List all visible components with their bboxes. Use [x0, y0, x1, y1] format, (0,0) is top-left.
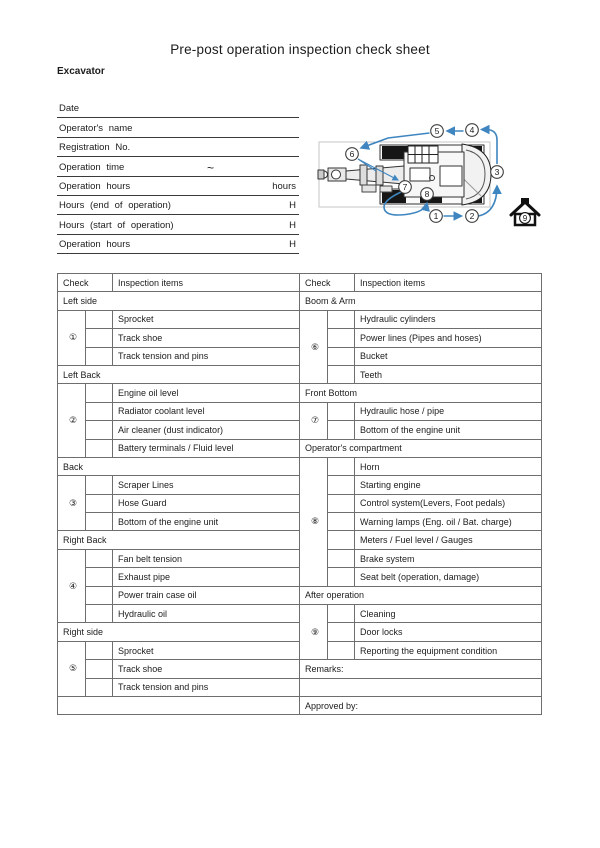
check-cell: [328, 568, 355, 586]
check-cell: [328, 402, 355, 420]
info-form: [57, 99, 299, 254]
check-cell: [328, 365, 355, 383]
inspection-item: Air cleaner (dust indicator): [113, 421, 300, 439]
inspection-item: Bucket: [355, 347, 542, 365]
callout-6-marker: [346, 148, 359, 161]
page-title: Pre-post operation inspection check sheet: [170, 42, 430, 57]
check-cell: [328, 347, 355, 365]
check-cell: [328, 605, 355, 623]
check-cell: [86, 310, 113, 328]
inspection-item: Radiator coolant level: [113, 402, 300, 420]
check-cell: [86, 605, 113, 623]
inspection-table: [57, 273, 542, 715]
section-title: After operation: [300, 586, 542, 604]
section-title: Left side: [58, 292, 300, 310]
svg-text:2: 2: [469, 211, 475, 221]
check-cell: [328, 329, 355, 347]
callout-number: ⑦: [300, 402, 328, 439]
check-cell: [328, 513, 355, 531]
approved-by-cell: Approved by:: [300, 696, 542, 714]
check-cell: [86, 347, 113, 365]
check-cell: [86, 329, 113, 347]
inspection-item: Starting engine: [355, 476, 542, 494]
callout-number: ⑤: [58, 641, 86, 696]
svg-text:5: 5: [434, 126, 440, 136]
inspection-item: Track shoe: [113, 329, 300, 347]
items-column-header: Inspection items: [355, 274, 542, 292]
section-title: Back: [58, 457, 300, 475]
form-field-label: Operator's name: [59, 122, 133, 134]
inspection-item: Reporting the equipment condition: [355, 641, 542, 659]
form-field-row: [57, 138, 299, 157]
callout-number: ③: [58, 476, 86, 531]
callout-number: ⑨: [300, 605, 328, 660]
svg-text:8: 8: [424, 189, 430, 199]
check-cell: [328, 310, 355, 328]
callout-number: ⑥: [300, 310, 328, 384]
inspection-item: Exhaust pipe: [113, 568, 300, 586]
form-field-label: Operation hours: [59, 239, 131, 251]
inspection-item: Bottom of the engine unit: [355, 421, 542, 439]
inspection-item: Control system(Levers, Foot pedals): [355, 494, 542, 512]
check-cell: [328, 476, 355, 494]
form-field-label: Operation time: [59, 161, 125, 173]
inspection-item: Bottom of the engine unit: [113, 513, 300, 531]
items-column-header: Inspection items: [113, 274, 300, 292]
check-cell: [328, 641, 355, 659]
form-field-row: [57, 215, 299, 234]
inspection-item: Seat belt (operation, damage): [355, 568, 542, 586]
check-cell: [86, 439, 113, 457]
form-field-unit: H: [289, 219, 296, 231]
check-cell: [86, 476, 113, 494]
inspection-item: Track tension and pins: [113, 678, 300, 696]
section-title: Right side: [58, 623, 300, 641]
inspection-item: Engine oil level: [113, 384, 300, 402]
svg-text:3: 3: [494, 167, 500, 177]
check-cell: [328, 531, 355, 549]
excavator-diagram: [316, 108, 551, 233]
check-cell: [328, 623, 355, 641]
remarks-cell: Remarks:: [300, 660, 542, 678]
remarks-space-cell: [300, 678, 542, 696]
check-cell: [86, 421, 113, 439]
form-field-label: Date: [59, 103, 80, 115]
form-field-label: Registration No.: [59, 142, 131, 154]
section-title: Boom & Arm: [300, 292, 542, 310]
inspection-item: Brake system: [355, 549, 542, 567]
inspection-item: Door locks: [355, 623, 542, 641]
check-cell: [328, 549, 355, 567]
section-title: Left Back: [58, 365, 300, 383]
form-field-row: [57, 177, 299, 196]
check-column-header: Check: [300, 274, 355, 292]
form-field-unit: H: [289, 239, 296, 251]
inspection-item: Sprocket: [113, 310, 300, 328]
empty-cell: [58, 696, 300, 714]
excavator-top-view-svg: [316, 108, 551, 233]
inspection-item: Sprocket: [113, 641, 300, 659]
callout-4-marker: [466, 124, 479, 137]
svg-text:6: 6: [349, 149, 355, 159]
check-cell: [328, 457, 355, 475]
check-cell: [86, 678, 113, 696]
callout-7-marker: [399, 181, 412, 194]
excavator-sketch: [318, 144, 491, 205]
form-field-unit: H: [289, 200, 296, 212]
form-field-label: Hours (end of operation): [59, 200, 171, 212]
inspection-item: Hose Guard: [113, 494, 300, 512]
inspection-item: Power lines (Pipes and hoses): [355, 329, 542, 347]
check-cell: [86, 494, 113, 512]
form-field-label: Hours (start of operation): [59, 219, 174, 231]
check-cell: [86, 384, 113, 402]
machine-type-label: Excavator: [57, 66, 105, 77]
check-cell: [86, 568, 113, 586]
check-cell: [86, 549, 113, 567]
check-cell: [328, 421, 355, 439]
form-field-row: [57, 235, 299, 254]
svg-text:1: 1: [433, 211, 439, 221]
form-field-row: [57, 118, 299, 137]
svg-text:7: 7: [402, 182, 408, 192]
callout-2-marker: [466, 210, 479, 223]
inspection-item: Track shoe: [113, 660, 300, 678]
inspection-item: Fan belt tension: [113, 549, 300, 567]
callout-1-marker: [430, 210, 443, 223]
inspection-item: Hydraulic hose / pipe: [355, 402, 542, 420]
svg-text:9: 9: [522, 214, 528, 223]
inspection-item: Track tension and pins: [113, 347, 300, 365]
inspection-item: Hydraulic oil: [113, 605, 300, 623]
callout-number: ②: [58, 384, 86, 458]
form-field-row: [57, 196, 299, 215]
form-field-tilde: ~: [207, 160, 215, 175]
section-title: Right Back: [58, 531, 300, 549]
form-field-label: Operation hours: [59, 180, 131, 192]
inspection-item: Battery terminals / Fluid level: [113, 439, 300, 457]
callout-number: ④: [58, 549, 86, 623]
inspection-item: Meters / Fuel level / Gauges: [355, 531, 542, 549]
inspection-item: Warning lamps (Eng. oil / Bat. charge): [355, 513, 542, 531]
callout-5-marker: [431, 125, 444, 138]
inspection-item: Horn: [355, 457, 542, 475]
section-title: Operator's compartment: [300, 439, 542, 457]
callout-number: ①: [58, 310, 86, 365]
callout-number: ⑧: [300, 457, 328, 586]
form-field-unit: hours: [272, 180, 296, 192]
check-cell: [86, 513, 113, 531]
inspection-item: Power train case oil: [113, 586, 300, 604]
check-cell: [86, 402, 113, 420]
callout-3-marker: [491, 166, 504, 179]
check-cell: [86, 586, 113, 604]
inspection-item: Hydraulic cylinders: [355, 310, 542, 328]
check-cell: [86, 641, 113, 659]
storage-house-icon: [511, 198, 539, 225]
check-cell: [86, 660, 113, 678]
check-column-header: Check: [58, 274, 113, 292]
svg-text:4: 4: [469, 125, 475, 135]
form-field-row: [57, 99, 299, 118]
inspection-table-body: [58, 274, 542, 715]
form-field-row: [57, 157, 299, 176]
inspection-item: Scraper Lines: [113, 476, 300, 494]
check-cell: [328, 494, 355, 512]
callout-8-marker: [421, 188, 434, 201]
inspection-item: Teeth: [355, 365, 542, 383]
section-title: Front Bottom: [300, 384, 542, 402]
inspection-item: Cleaning: [355, 605, 542, 623]
